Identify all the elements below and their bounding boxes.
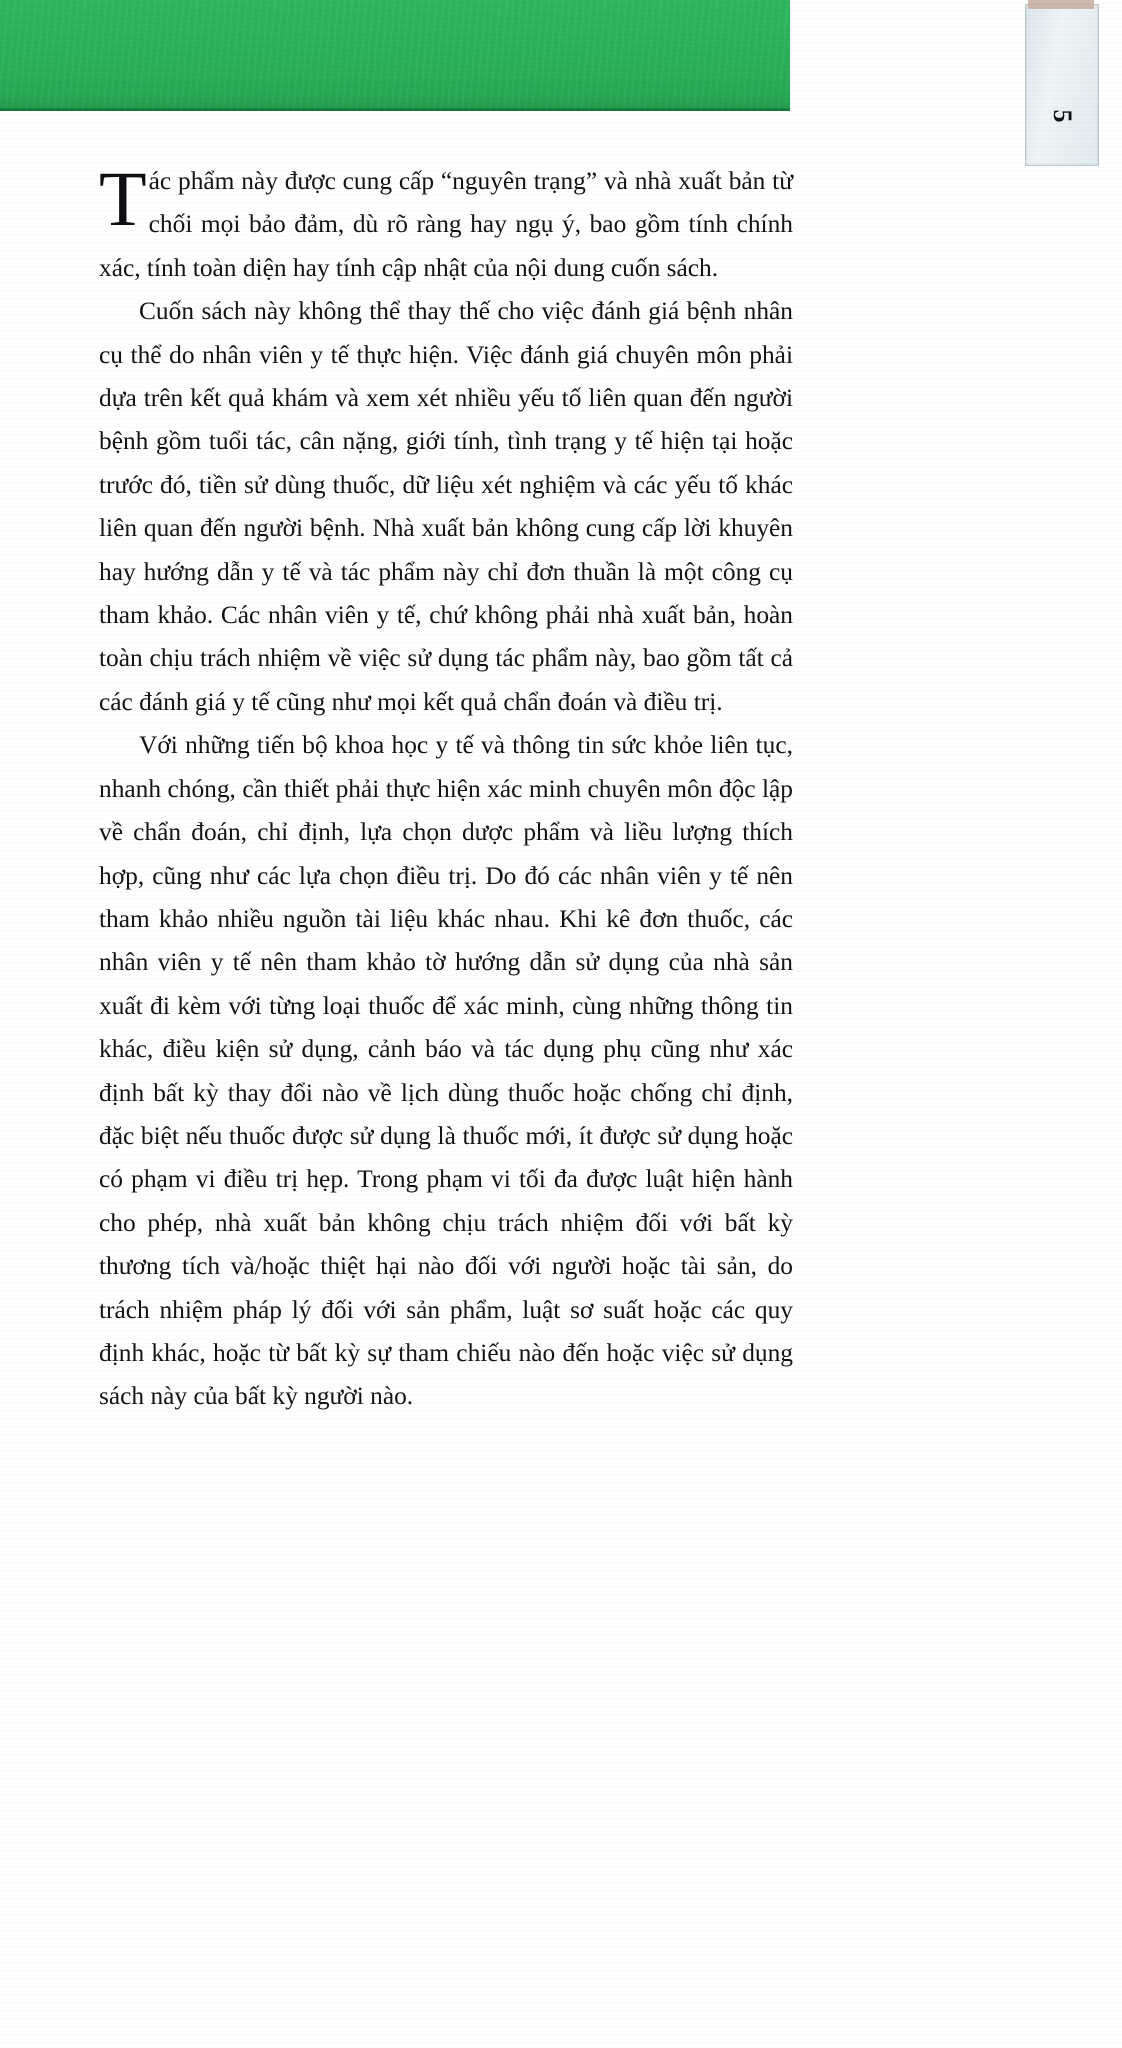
- paragraph-1-text: ác phẩm này được cung cấp “nguyên trạng” và nhà xuất bản từ chối mọi bảo đảm, dù rõ ràng hay ngụ ý, bao gồm tính chính xác, tính toàn diện hay tính cập nhật của nội dung cuốn sách.: [99, 167, 793, 282]
- green-header-band: [0, 0, 790, 111]
- paragraph-3: Với những tiến bộ khoa học y tế và thông tin sức khỏe liên tục, nhanh chóng, cần thiết phải thực hiện xác minh chuyên môn độc lập về chẩn đoán, chỉ định, lựa chọn dược phẩm và liều lượng thích hợp, cũng như các lựa chọn điều trị. Do đó các nhân viên y tế nên tham khảo nhiều nguồn tài liệu khác nhau. Khi kê đơn thuốc, các nhân viên y tế nên tham khảo tờ hướng dẫn sử dụng của nhà sản xuất đi kèm với từng loại thuốc để xác minh, cùng những thông tin khác, điều kiện sử dụng, cảnh báo và tác dụng phụ cũng như xác định bất kỳ thay đổi nào về lịch dùng thuốc hoặc chống chỉ định, đặc biệt nếu thuốc được sử dụng là thuốc mới, ít được sử dụng hoặc có phạm vi điều trị hẹp. Trong phạm vi tối đa được luật hiện hành cho phép, nhà xuất bản không chịu trách nhiệm đối với bất kỳ thương tích và/hoặc thiệt hại nào đối với người hoặc tài sản, do trách nhiệm pháp lý đối với sản phẩm, luật sơ suất hoặc các quy định khác, hoặc từ bất kỳ sự tham chiếu nào đến hoặc việc sử dụng sách này của bất kỳ người nào.: [99, 731, 793, 1411]
- page-number: 5: [1048, 109, 1077, 123]
- body-text-column: [99, 155, 793, 1419]
- drop-cap-letter: T: [99, 155, 147, 242]
- paragraph-2: Cuốn sách này không thể thay thế cho việc đánh giá bệnh nhân cụ thể do nhân viên y tế thực hiện. Việc đánh giá chuyên môn phải dựa trên kết quả khám và xem xét nhiều yếu tố liên quan đến người bệnh gồm tuổi tác, cân nặng, giới tính, tình trạng y tế hiện tại hoặc trước đó, tiền sử dùng thuốc, dữ liệu xét nghiệm và các yếu tố khác liên quan đến người bệnh. Nhà xuất bản không cung cấp lời khuyên hay hướng dẫn y tế và tác phẩm này chỉ đơn thuần là một công cụ tham khảo. Các nhân viên y tế, chứ không phải nhà xuất bản, hoàn toàn chịu trách nhiệm về việc sử dụng tác phẩm này, bao gồm tất cả các đánh giá y tế cũng như mọi kết quả chẩn đoán và điều trị.: [99, 297, 793, 716]
- page-tab-smudge: [1028, 0, 1094, 9]
- band-texture-overlay: [0, 0, 790, 111]
- paragraph-1: [99, 155, 793, 290]
- page-number-tab: [1025, 4, 1099, 166]
